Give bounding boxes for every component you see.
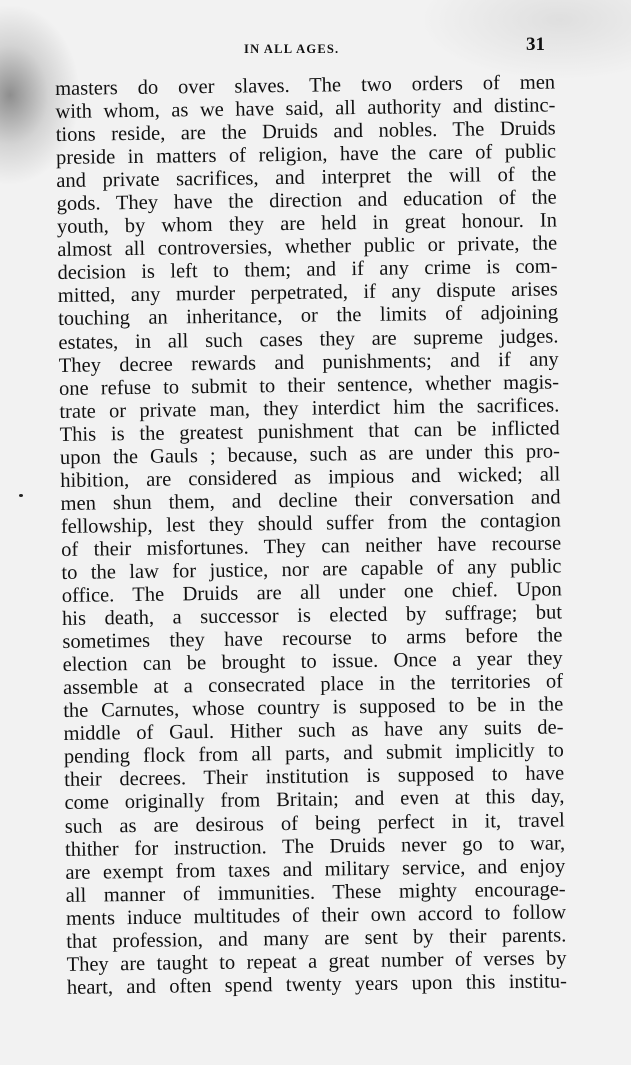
text-line: pending flock from all parts, and submit implicitly to [63,739,564,769]
text-line: fellowship, lest they should suffer from the contagion [60,509,561,538]
text-line: election can be brought to issue. Once a year they [62,647,563,677]
text-line: that profession, and many are sent by their parents. [66,924,567,953]
text-line: of their misfortunes. They can neither have recourse [61,532,562,561]
text-line: assemble at a consecrated place in the territories of [62,670,564,700]
scan-speck [19,494,23,497]
text-line: to the law for justice, nor are capable of any public [61,555,562,584]
text-line: office. The Druids are all under one chief. Upon [61,578,562,607]
text-line: thither for instruction. The Druids never go to war, [64,831,566,861]
text-line: almost all controversies, whether public or private, the [57,232,558,262]
text-line: preside in matters of religion, have the care of public [55,140,557,170]
text-line: heart, and often spend twenty years upon this institu- [66,970,568,999]
text-line: decision is left to them; and if any crime is com- [57,255,558,285]
text-line: estates, in all such cases they are supreme judges. [58,324,559,354]
text-line: men shun them, and decline their conversation and [60,486,561,515]
text-line: They are taught to repeat a great number of verses by [66,947,567,976]
text-line: come originally from Britain; and even at this day, [64,785,565,815]
text-line: tions reside, are the Druids and nobles. The Druids [55,117,556,147]
text-line: mitted, any murder perpetrated, if any dispute arises [57,278,558,308]
text-line: such as are desirous of being perfect in it, travel [64,808,565,838]
text-line: touching an inheritance, or the limits of adjoining [58,301,559,331]
text-line: with whom, as we have said, all authority and distinc- [55,94,556,124]
running-head [0,34,631,58]
text-line: his death, a successor is elected by suffrage; but [61,601,563,631]
text-line: upon the Gauls ; because, such as are under this pro- [59,440,561,469]
text-line: middle of Gaul. Hither such as have any suits de- [63,716,564,746]
text-line: the Carnutes, whose country is supposed to be in the [63,693,564,723]
text-line: masters do over slaves. The two orders of men [55,71,556,100]
running-head-title: IN ALL AGES. [244,42,340,56]
text-line: and private sacrifices, and interpret the will of the [56,163,557,193]
text-line: This is the greatest punishment that can be inflicted [59,417,560,446]
text-line: youth, by whom they are held in great honour. In [56,209,558,239]
text-line: hibition, are considered as impious and wicked; all [60,463,561,492]
text-line: all manner of immunities. These mighty encourage- [65,878,566,907]
text-line: trate or private man, they interdict him the sacrifices. [59,394,560,423]
text-line: one refuse to submit to their sentence, whether magis- [58,371,560,400]
text-line: They decree rewards and punishments; and if any [58,347,559,377]
body-text [55,71,587,1000]
text-line: ments induce multitudes of their own accord to follow [65,901,567,930]
text-line: sometimes they have recourse to arms before the [62,624,563,654]
text-line: their decrees. Their institution is supposed to have [64,762,565,792]
text-line: are exempt from taxes and military service, and enjoy [65,854,566,884]
text-line: gods. They have the direction and education of the [56,186,557,216]
page-number: 31 [526,34,545,55]
